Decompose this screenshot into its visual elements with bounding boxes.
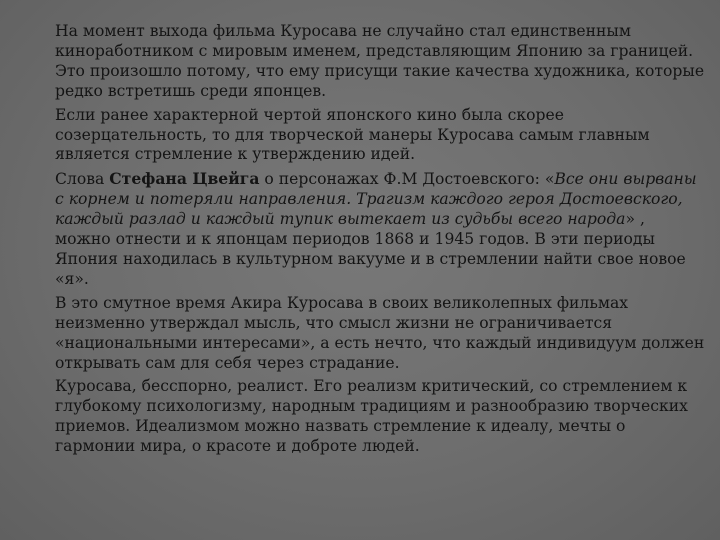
paragraph-4-text: В это смутное время Акира Куросава в своих великолепных фильмах неизменно утверждал мысль, что смысл жизни не ограничивается «национальными интересами», а есть нечто, что каждый индивидуум должен открывать сам для себя через страдание. — [55, 293, 705, 372]
paragraph-2-text: Если ранее характерной чертой японского кино была скорее созерцательность, то для творческой манеры Куросава самым главным является стремление к утверждению идей. — [55, 105, 650, 164]
paragraph-3 — [55, 169, 705, 289]
author-name-bold: Стефана Цвейга — [109, 169, 260, 189]
paragraph-4 — [55, 294, 705, 374]
paragraph-5-text: Куросава, бесспорно, реалист. Его реализм критический, со стремлением к глубокому психологизму, народным традициям и разнообразию творческих приемов. Идеализмом можно назвать стремление к идеалу, мечты о гармонии мира, о красоте и доброте людей. — [55, 377, 688, 456]
paragraph-1-text: На момент выхода фильма Куросава не случайно стал единственным кинoработником с мировым именем, представляющим Японию за границей. Это произошло потому, что ему присущи такие качества художника, которые редко встретишь среди японцев. — [55, 22, 705, 100]
paragraph-2 — [55, 106, 705, 166]
paragraph-5 — [55, 377, 705, 457]
paragraph-1 — [55, 22, 705, 102]
paragraph-3-tail: » , можно отнести и к японцам периодов 1868 и 1945 годов. В эти периоды Япония находилась в культурном вакууме и в стремлении найти свое новое «я». — [55, 210, 686, 288]
text-body — [55, 22, 705, 461]
quotation-italic: Все они вырваны с корнем и потеряли направления. Трагизм каждого героя Достоевского, каждый разлад и каждый тупик вытекает из судьбы всего народа — [55, 170, 697, 229]
paragraph-3-intro: о персонажах Ф.М Достоевского: « — [259, 170, 555, 189]
paragraph-3-lead: Слова — [55, 170, 110, 189]
